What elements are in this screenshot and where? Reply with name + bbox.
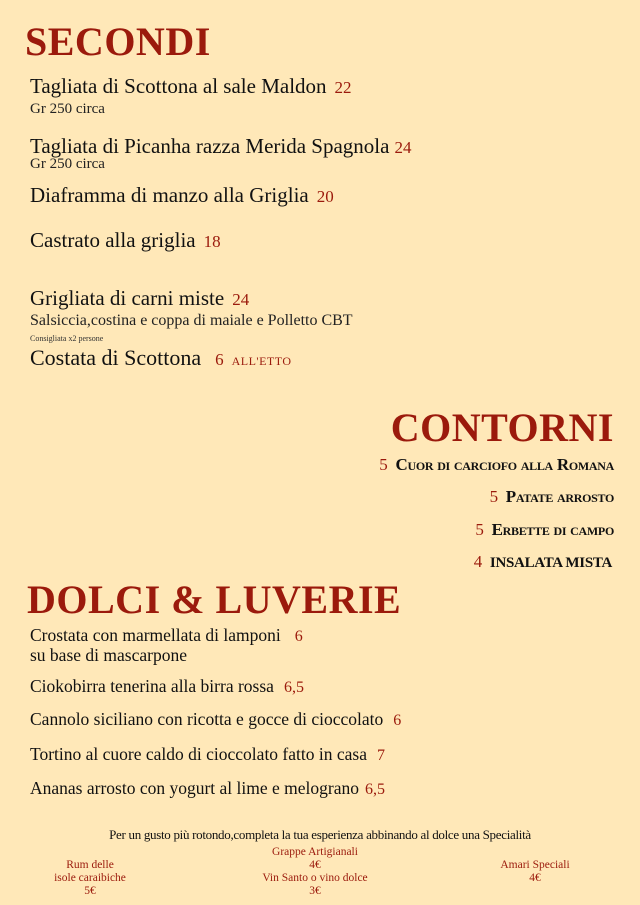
dolce-item <box>30 744 385 765</box>
specialty-price: 4€ <box>529 872 541 884</box>
item-name: Patate arrosto <box>505 487 614 506</box>
menu-item <box>30 345 292 371</box>
item-name: Tagliata di Scottona al sale Maldon <box>30 74 327 98</box>
specialty-price: 3€ <box>309 885 321 897</box>
item-price: 24 <box>232 290 250 309</box>
item-price: 6,5 <box>365 781 385 798</box>
item-name: Tortino al cuore caldo di cioccolato fatto in casa <box>30 744 367 764</box>
item-unit: ALL'ETTO <box>231 354 292 368</box>
specialty-name: Grappe Artigianali <box>272 846 358 858</box>
specialty-name: Rum delle <box>66 859 114 871</box>
item-price: 4 <box>473 552 482 571</box>
item-price: 6 <box>215 350 224 369</box>
menu-item <box>30 286 249 311</box>
item-price: 5 <box>379 455 388 474</box>
specialty-price: 4€ <box>309 859 321 871</box>
item-name-line2: su base di mascarpone <box>30 645 187 665</box>
specialty-grappe-vinsanto <box>240 846 390 898</box>
section-title-secondi: SECONDI <box>25 19 211 64</box>
item-note: Gr 250 circa <box>30 101 105 117</box>
item-name: Tagliata di Picanha razza Merida Spagnola <box>30 134 390 158</box>
item-name: Ciokobirra tenerina alla birra rossa <box>30 676 274 696</box>
specialty-name: Amari Speciali <box>500 859 570 871</box>
item-name: Erbette di campo <box>491 520 614 539</box>
item-note: Gr 250 circa <box>30 156 105 172</box>
item-note: Salsiccia,costina e coppa di maiale e Polletto CBT <box>30 312 353 329</box>
menu-item <box>30 228 221 253</box>
item-price: 24 <box>394 138 412 157</box>
section-title-contorni: CONTORNI <box>390 405 614 450</box>
item-name: INSALATA MISTA <box>489 555 612 571</box>
item-price: 6,5 <box>283 679 304 696</box>
dolce-item <box>30 709 401 730</box>
item-name: Grigliata di carni miste <box>30 286 225 310</box>
item-price: 5 <box>475 520 484 539</box>
contorno-item <box>475 520 614 540</box>
dolce-item <box>30 676 304 697</box>
section-title-dolci: DOLCI & LUVERIE <box>27 577 402 622</box>
specialty-rum <box>40 859 140 898</box>
contorno-item <box>490 487 614 507</box>
menu-item <box>30 74 352 99</box>
item-name: Ananas arrosto con yogurt al lime e melograno <box>30 778 359 798</box>
item-price: 20 <box>316 187 334 206</box>
item-name: Cannolo siciliano con ricotta e gocce di cioccolato <box>30 709 384 729</box>
contorno-item <box>379 455 614 475</box>
dolce-item <box>30 625 303 646</box>
dolce-item <box>30 778 385 799</box>
item-price: 7 <box>376 747 385 764</box>
specialty-price: 5€ <box>84 885 96 897</box>
specialty-amari <box>480 859 590 885</box>
item-small-note: Consigliata x2 persone <box>30 334 104 343</box>
item-name: Castrato alla griglia <box>30 228 196 252</box>
item-price: 5 <box>489 487 498 506</box>
item-price: 6 <box>294 628 303 645</box>
item-name: Costata di Scottona <box>30 345 202 370</box>
item-price: 18 <box>203 232 221 251</box>
item-price: 6 <box>393 712 402 729</box>
contorno-item <box>474 552 612 572</box>
specialty-name-line2: isole caraibiche <box>54 872 126 884</box>
specialty-name: Vin Santo o vino dolce <box>262 872 368 884</box>
item-name: Diaframma di manzo alla Griglia <box>30 183 309 207</box>
footer-intro: Per un gusto più rotondo,completa la tua esperienza abbinando al dolce una Specialità <box>109 827 531 842</box>
item-name: Crostata con marmellata di lamponi <box>30 625 281 645</box>
item-name: Cuor di carciofo alla Romana <box>395 455 614 474</box>
menu-item <box>30 183 334 208</box>
item-price: 22 <box>334 78 352 97</box>
